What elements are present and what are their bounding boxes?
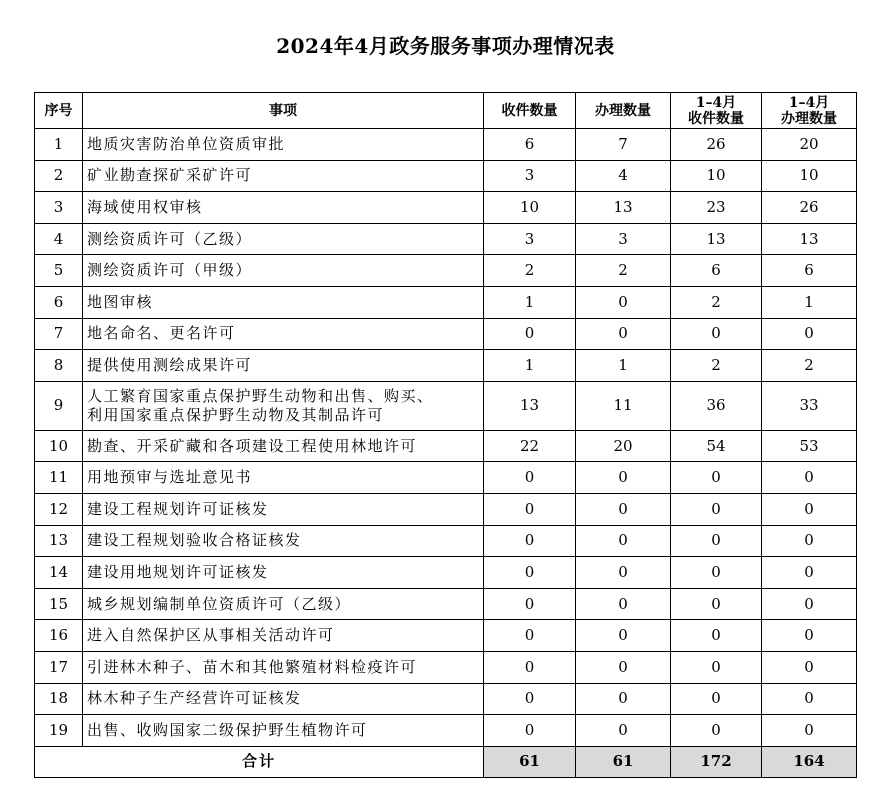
cell-seq: 16: [35, 620, 83, 652]
cell-cum-processed: 26: [762, 192, 857, 224]
cell-cum-received: 2: [671, 286, 762, 318]
table-row: [35, 525, 857, 557]
cell-seq: 12: [35, 493, 83, 525]
cell-received: 22: [484, 430, 576, 462]
cell-item: 城乡规划编制单位资质许可（乙级）: [83, 588, 484, 620]
cell-cum-processed: 0: [762, 620, 857, 652]
header-cum-received-line2: 收件数量: [688, 110, 744, 127]
cell-processed: 0: [576, 525, 671, 557]
cell-processed: 1: [576, 350, 671, 382]
cell-cum-processed: 0: [762, 525, 857, 557]
cell-item: 林木种子生产经营许可证核发: [83, 683, 484, 715]
cell-item: 矿业勘查探矿采矿许可: [83, 160, 484, 192]
cell-received: 1: [484, 286, 576, 318]
cell-cum-received: 0: [671, 462, 762, 494]
cell-cum-received: 6: [671, 255, 762, 287]
cell-seq: 6: [35, 286, 83, 318]
cell-cum-received: 0: [671, 525, 762, 557]
table-row: [35, 651, 857, 683]
cell-processed: 3: [576, 223, 671, 255]
header-item: 事项: [83, 93, 484, 129]
cell-cum-received: 0: [671, 683, 762, 715]
cell-cum-processed: 6: [762, 255, 857, 287]
cell-cum-processed: 13: [762, 223, 857, 255]
table-row: [35, 286, 857, 318]
cell-seq: 1: [35, 129, 83, 161]
cell-cum-received: 13: [671, 223, 762, 255]
cell-received: 0: [484, 525, 576, 557]
cell-seq: 14: [35, 557, 83, 589]
cell-item: 引进林木种子、苗木和其他繁殖材料检疫许可: [83, 651, 484, 683]
table-row: [35, 192, 857, 224]
cell-cum-processed: 0: [762, 715, 857, 747]
cell-received: 0: [484, 651, 576, 683]
cell-received: 0: [484, 462, 576, 494]
cell-cum-received: 54: [671, 430, 762, 462]
cell-received: 0: [484, 493, 576, 525]
cell-cum-received: 23: [671, 192, 762, 224]
cell-received: 0: [484, 557, 576, 589]
cell-processed: 13: [576, 192, 671, 224]
cell-cum-received: 10: [671, 160, 762, 192]
cell-item: 出售、收购国家二级保护野生植物许可: [83, 715, 484, 747]
total-processed: 61: [576, 746, 671, 777]
cell-seq: 18: [35, 683, 83, 715]
cell-processed: 20: [576, 430, 671, 462]
cell-processed: 0: [576, 683, 671, 715]
table-row: [35, 350, 857, 382]
cell-received: 0: [484, 318, 576, 350]
cell-cum-processed: 53: [762, 430, 857, 462]
cell-cum-received: 0: [671, 493, 762, 525]
cell-cum-processed: 1: [762, 286, 857, 318]
cell-cum-received: 0: [671, 318, 762, 350]
table-row: [35, 557, 857, 589]
header-cum-received-line1: 1–4月: [695, 94, 737, 111]
cell-processed: 0: [576, 286, 671, 318]
total-cum-received: 172: [671, 746, 762, 777]
header-row: [35, 93, 857, 129]
cell-seq: 15: [35, 588, 83, 620]
cell-processed: 11: [576, 381, 671, 430]
header-cum-processed: [762, 93, 857, 129]
table-row: [35, 223, 857, 255]
table-row: [35, 715, 857, 747]
cell-seq: 5: [35, 255, 83, 287]
cell-processed: 2: [576, 255, 671, 287]
cell-item: 地图审核: [83, 286, 484, 318]
table-row: [35, 462, 857, 494]
cell-seq: 11: [35, 462, 83, 494]
cell-seq: 13: [35, 525, 83, 557]
cell-item: 地名命名、更名许可: [83, 318, 484, 350]
cell-cum-received: 0: [671, 557, 762, 589]
cell-cum-processed: 33: [762, 381, 857, 430]
cell-item: 进入自然保护区从事相关活动许可: [83, 620, 484, 652]
cell-received: 6: [484, 129, 576, 161]
cell-processed: 7: [576, 129, 671, 161]
table-row: [35, 318, 857, 350]
table-row: [35, 493, 857, 525]
cell-item-line1: 人工繁育国家重点保护野生动物和出售、购买、: [87, 386, 434, 405]
page-title: 2024年4月政务服务事项办理情况表: [276, 34, 615, 58]
cell-cum-processed: 0: [762, 318, 857, 350]
cell-received: 2: [484, 255, 576, 287]
cell-processed: 0: [576, 462, 671, 494]
cell-processed: 0: [576, 715, 671, 747]
table-row: [35, 588, 857, 620]
cell-seq: 7: [35, 318, 83, 350]
cell-processed: 0: [576, 651, 671, 683]
cell-cum-processed: 0: [762, 683, 857, 715]
cell-received: 0: [484, 588, 576, 620]
header-cum-processed-line1: 1–4月: [788, 94, 830, 111]
cell-cum-received: 2: [671, 350, 762, 382]
cell-cum-processed: 20: [762, 129, 857, 161]
cell-item: 地质灾害防治单位资质审批: [83, 129, 484, 161]
services-table: [34, 92, 857, 778]
cell-cum-received: 36: [671, 381, 762, 430]
cell-received: 3: [484, 223, 576, 255]
cell-processed: 0: [576, 620, 671, 652]
cell-received: 0: [484, 683, 576, 715]
cell-item: 提供使用测绘成果许可: [83, 350, 484, 382]
cell-item: 测绘资质许可（甲级）: [83, 255, 484, 287]
cell-item-line2: 利用国家重点保护野生动物及其制品许可: [87, 405, 385, 424]
total-label: 合计: [35, 746, 484, 777]
cell-cum-received: 0: [671, 620, 762, 652]
cell-cum-processed: 0: [762, 651, 857, 683]
cell-seq: 9: [35, 381, 83, 430]
cell-cum-processed: 0: [762, 462, 857, 494]
cell-seq: 19: [35, 715, 83, 747]
cell-item: 用地预审与选址意见书: [83, 462, 484, 494]
header-received: 收件数量: [484, 93, 576, 129]
header-processed: 办理数量: [576, 93, 671, 129]
cell-received: 13: [484, 381, 576, 430]
cell-cum-received: 0: [671, 651, 762, 683]
cell-item: 测绘资质许可（乙级）: [83, 223, 484, 255]
header-cum-processed-line2: 办理数量: [781, 110, 837, 127]
table-row: [35, 620, 857, 652]
cell-seq: 3: [35, 192, 83, 224]
header-seq: 序号: [35, 93, 83, 129]
cell-seq: 17: [35, 651, 83, 683]
header-cum-received: [671, 93, 762, 129]
table-row: [35, 160, 857, 192]
cell-received: 10: [484, 192, 576, 224]
cell-item: 建设用地规划许可证核发: [83, 557, 484, 589]
cell-cum-processed: 2: [762, 350, 857, 382]
cell-cum-processed: 0: [762, 588, 857, 620]
table-row: [35, 381, 857, 430]
cell-cum-processed: 0: [762, 493, 857, 525]
cell-processed: 0: [576, 493, 671, 525]
cell-received: 3: [484, 160, 576, 192]
cell-processed: 4: [576, 160, 671, 192]
table-row: [35, 129, 857, 161]
cell-seq: 2: [35, 160, 83, 192]
cell-cum-received: 26: [671, 129, 762, 161]
table-row: [35, 683, 857, 715]
cell-item: 建设工程规划验收合格证核发: [83, 525, 484, 557]
table-row: [35, 255, 857, 287]
table-row: [35, 430, 857, 462]
cell-item: 海域使用权审核: [83, 192, 484, 224]
cell-received: 0: [484, 620, 576, 652]
cell-received: 0: [484, 715, 576, 747]
cell-cum-received: 0: [671, 588, 762, 620]
cell-processed: 0: [576, 557, 671, 589]
cell-received: 1: [484, 350, 576, 382]
cell-seq: 8: [35, 350, 83, 382]
cell-seq: 4: [35, 223, 83, 255]
cell-item: 建设工程规划许可证核发: [83, 493, 484, 525]
cell-cum-processed: 10: [762, 160, 857, 192]
cell-item: [83, 381, 484, 430]
cell-seq: 10: [35, 430, 83, 462]
cell-item: 勘查、开采矿藏和各项建设工程使用林地许可: [83, 430, 484, 462]
total-cum-processed: 164: [762, 746, 857, 777]
cell-processed: 0: [576, 588, 671, 620]
cell-cum-received: 0: [671, 715, 762, 747]
total-row: [35, 746, 857, 777]
cell-cum-processed: 0: [762, 557, 857, 589]
cell-processed: 0: [576, 318, 671, 350]
total-received: 61: [484, 746, 576, 777]
